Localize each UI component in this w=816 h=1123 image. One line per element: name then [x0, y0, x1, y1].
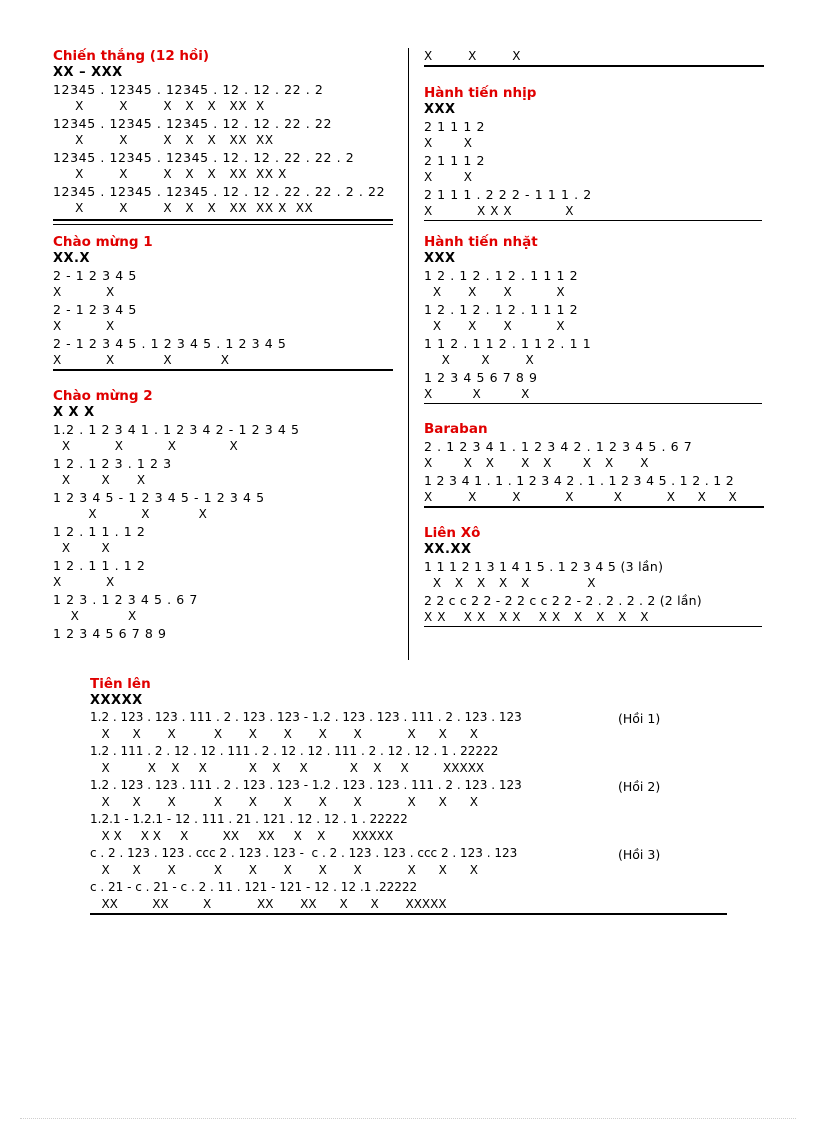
page-footer-rule [20, 1118, 796, 1119]
section-divider [424, 65, 764, 67]
beat-marks: X X X [53, 507, 208, 521]
section-chao-mung-2 [53, 388, 395, 642]
rhythm-line: 1.2.1 - 1.2.1 - 12 . 111 . 21 . 121 . 12 . 12 . 1 . 22222 [90, 812, 408, 826]
rhythm-line: 12345 . 12345 . 12345 . 12 . 12 . 22 . 22 . 2 [53, 150, 355, 165]
beat-marks: X X X X [424, 285, 566, 299]
section-title: Chiến thắng (12 hồi) [53, 48, 210, 64]
beat-marks: X X X X X X X X X X XXXXX [90, 761, 485, 775]
section-title: Tiên lên [90, 676, 151, 692]
rhythm-line: 2 1 1 1 2 [424, 119, 486, 134]
beat-marks: X X X X X X X X [424, 456, 650, 470]
beat-marks: X X X X X X X X [424, 490, 738, 504]
left-column [53, 48, 395, 642]
hoi-label: (Hồi 2) [618, 779, 661, 794]
rhythm-line: 2 - 1 2 3 4 5 [53, 302, 137, 317]
beat-marks: X X X X X X X X X X X [90, 863, 478, 877]
beat-marks: X X X X X XX XX [53, 133, 274, 147]
rhythm-line: 1.2 . 123 . 123 . 111 . 2 . 123 . 123 - 1.2 . 123 . 123 . 111 . 2 . 123 . 123 [90, 710, 522, 724]
right-column [424, 48, 766, 627]
hoi-label: (Hồi 3) [618, 847, 661, 862]
section-chien-thang [53, 48, 395, 225]
section-title: Chào mừng 2 [53, 388, 153, 404]
beat-marks: X X [424, 170, 473, 184]
rhythm-line: 1.2 . 1 2 3 4 1 . 1 2 3 4 2 - 1 2 3 4 5 [53, 422, 300, 437]
beat-marks: X X X X X [424, 204, 575, 218]
section-title: Hành tiến nhặt [424, 234, 538, 250]
rhythm-line: 1 1 1 2 1 3 1 4 1 5 . 1 2 3 4 5 (3 lần) [424, 559, 664, 574]
beat-marks: X X [53, 285, 115, 299]
rhythm-line: 1.2 . 123 . 123 . 111 . 2 . 123 . 123 - 1.2 . 123 . 123 . 111 . 2 . 123 . 123 [90, 778, 522, 792]
beat-marks: XX XX X XX XX X X XXXXX [90, 897, 447, 911]
section-title: Chào mừng 1 [53, 234, 153, 250]
section-divider [424, 403, 762, 404]
rhythm-line: 2 - 1 2 3 4 5 . 1 2 3 4 5 . 1 2 3 4 5 [53, 336, 287, 351]
rhythm-line: 1 2 . 1 2 . 1 2 . 1 1 1 2 [424, 268, 579, 283]
rhythm-line: 2 - 1 2 3 4 5 [53, 268, 137, 283]
beat-marks: X X X X X XX XX X [53, 167, 287, 181]
rhythm-line: 12345 . 12345 . 12345 . 12 . 12 . 22 . 2 [53, 82, 324, 97]
beat-marks: X X X X [53, 439, 239, 453]
beat-marks: X X X X X X X X X X X X [424, 610, 650, 624]
rhythm-line: 1 2 3 4 5 - 1 2 3 4 5 - 1 2 3 4 5 [53, 490, 265, 505]
rhythm-line: 1 2 3 4 5 6 7 8 9 [424, 370, 538, 385]
column-divider [408, 48, 409, 660]
section-baraban [424, 421, 766, 508]
section-divider [424, 220, 762, 221]
beat-marks: X X [53, 541, 111, 555]
section-divider [53, 369, 393, 371]
beat-marks: X X X X X X X X X X X [90, 795, 478, 809]
section-divider [90, 913, 727, 915]
rhythm-line: 1 2 . 1 1 . 1 2 [53, 558, 146, 573]
section-pattern: X X X [53, 405, 95, 420]
section-pattern: XXXXX [90, 693, 143, 708]
beat-marks: X X [424, 136, 473, 150]
beat-marks: X X [53, 575, 115, 589]
rhythm-line: 1 2 3 4 5 6 7 8 9 [53, 626, 167, 641]
rhythm-line: 2 1 1 1 . 2 2 2 - 1 1 1 . 2 [424, 187, 592, 202]
beat-marks: X X X [53, 473, 146, 487]
section-lien-xo [424, 525, 766, 627]
section-pattern: XXX [424, 251, 456, 266]
hoi-label: (Hồi 1) [618, 711, 661, 726]
section-chao-mung-1 [53, 234, 395, 371]
beat-marks: X X X X X XX XX X XX [53, 201, 314, 215]
rhythm-line: 12345 . 12345 . 12345 . 12 . 12 . 22 . 22 [53, 116, 333, 131]
beat-marks: X X X X X XX X [53, 99, 265, 113]
beat-marks: X X X X X X X X X X X [90, 727, 478, 741]
beat-marks: X X X X [424, 319, 566, 333]
section-hanh-tien-nhat [424, 234, 766, 404]
rhythm-line: 2 . 1 2 3 4 1 . 1 2 3 4 2 . 1 2 3 4 5 . 6 7 [424, 439, 693, 454]
section-tien-len [90, 676, 730, 915]
beat-marks: X X X [424, 49, 522, 63]
section-divider [53, 219, 393, 225]
beat-marks: X X [53, 609, 137, 623]
section-title: Hành tiến nhịp [424, 85, 537, 101]
rhythm-line: 1.2 . 111 . 2 . 12 . 12 . 111 . 2 . 12 . 12 . 111 . 2 . 12 . 12 . 1 . 22222 [90, 744, 499, 758]
beat-marks: X X X [424, 353, 535, 367]
rhythm-line: c . 21 - c . 21 - c . 2 . 11 . 121 - 121 - 12 . 12 .1 .22222 [90, 880, 418, 894]
section-pattern: XXX [424, 102, 456, 117]
beat-marks: X X [53, 319, 115, 333]
rhythm-line: 2 2 c c 2 2 - 2 2 c c 2 2 - 2 . 2 . 2 . 2 (2 lần) [424, 593, 702, 608]
rhythm-line: 1 2 3 . 1 2 3 4 5 . 6 7 [53, 592, 198, 607]
section-pattern: XX.XX [424, 542, 472, 557]
beat-marks: X X X [424, 387, 530, 401]
rhythm-line: 1 2 . 1 1 . 1 2 [53, 524, 146, 539]
rhythm-line: 1 2 3 4 1 . 1 . 1 2 3 4 2 . 1 . 1 2 3 4 5 . 1 2 . 1 2 [424, 473, 735, 488]
rhythm-line: 1 2 . 1 2 . 1 2 . 1 1 1 2 [424, 302, 579, 317]
beat-marks: X X X X X XX XX X X XXXXX [90, 829, 394, 843]
section-divider [424, 626, 762, 627]
section-title: Baraban [424, 421, 488, 437]
section-divider [424, 506, 764, 508]
section-pattern: XX – XXX [53, 65, 123, 80]
section-hanh-tien-nhip [424, 85, 766, 221]
section-title: Liên Xô [424, 525, 481, 541]
rhythm-line: 2 1 1 1 2 [424, 153, 486, 168]
rhythm-line: 1 1 2 . 1 1 2 . 1 1 2 . 1 1 [424, 336, 592, 351]
rhythm-line: 1 2 . 1 2 3 . 1 2 3 [53, 456, 172, 471]
section-pattern: XX.X [53, 251, 91, 266]
beat-marks: X X X X [53, 353, 230, 367]
section-carryover [424, 48, 766, 67]
rhythm-line: 12345 . 12345 . 12345 . 12 . 12 . 22 . 22 . 2 . 22 [53, 184, 386, 199]
beat-marks: X X X X X X [424, 576, 597, 590]
rhythm-line: c . 2 . 123 . 123 . ccc 2 . 123 . 123 - c . 2 . 123 . 123 . ccc 2 . 123 . 123 [90, 846, 518, 860]
